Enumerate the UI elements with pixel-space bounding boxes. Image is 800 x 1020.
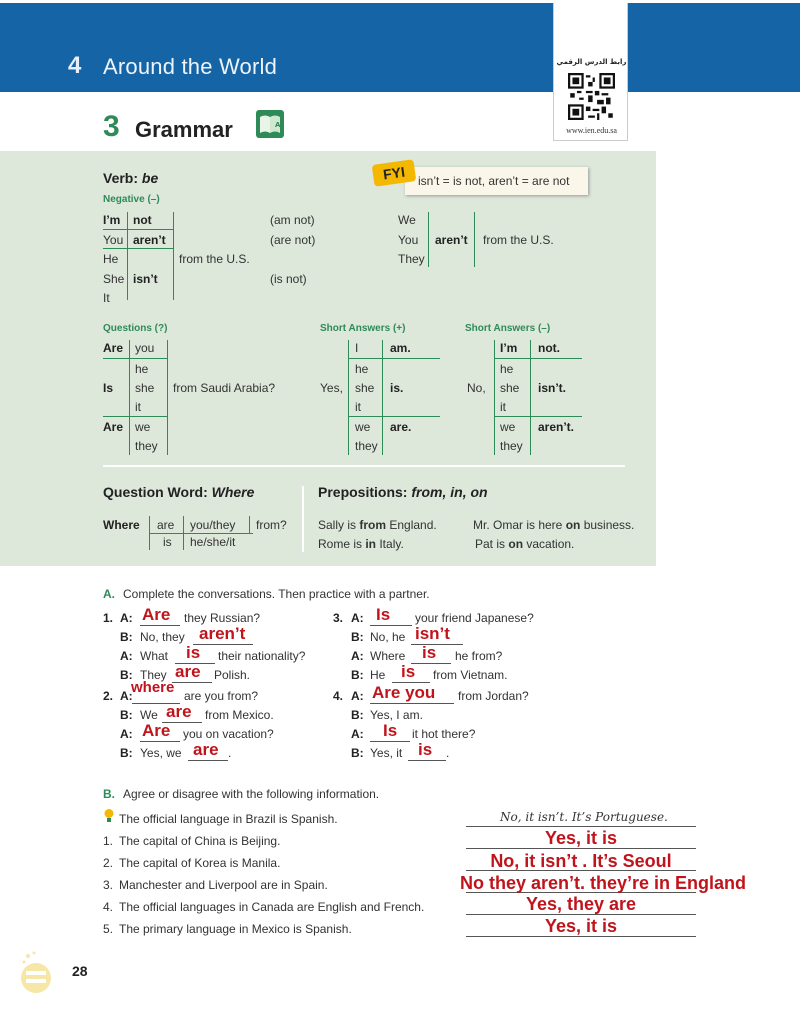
- statement: The official language in Brazil is Spanish.: [119, 812, 338, 826]
- sentence: No, they: [140, 630, 185, 644]
- sentence: No, he: [370, 630, 406, 644]
- where-verb: is: [163, 535, 172, 549]
- section-title: Grammar: [135, 117, 233, 142]
- question-subject: they: [135, 439, 158, 453]
- answer: Yes, they are: [525, 894, 637, 914]
- where-word: Where: [103, 518, 140, 532]
- answer: Yes, it is: [544, 828, 618, 848]
- sentence: you on vacation?: [183, 727, 274, 741]
- neg-subject: She: [103, 272, 125, 286]
- answer: Are: [142, 721, 171, 740]
- neg-plural-complement: from the U.S.: [483, 233, 554, 247]
- neg-full-form: (am not): [270, 213, 315, 227]
- sentence: it hot there?: [412, 727, 476, 741]
- table-divider: [103, 358, 167, 359]
- neg-plural-subject: You: [398, 233, 419, 247]
- negative-label: Negative (–): [103, 194, 160, 205]
- answer-line[interactable]: [466, 826, 696, 827]
- exercise-a-instruction: Complete the conversations. Then practice with a partner.: [123, 587, 430, 601]
- pos-subject: she: [355, 381, 375, 395]
- neg-sa-subject: she: [500, 381, 520, 395]
- speaker: A:: [351, 689, 364, 703]
- question-verb: Is: [103, 381, 114, 395]
- item-number: 2.: [103, 856, 114, 870]
- answer: Is: [376, 605, 391, 624]
- sentence: Where: [370, 649, 406, 663]
- pos-verb: are.: [390, 420, 412, 434]
- sentence: Polish.: [214, 668, 251, 682]
- where-subject: he/she/it: [190, 535, 236, 549]
- neg-sa-subject: it: [500, 400, 506, 414]
- table-divider: [103, 248, 173, 249]
- answer: Are you: [372, 683, 436, 702]
- sentence: We: [140, 708, 158, 722]
- item-number: 3.: [333, 611, 344, 625]
- answer: aren’t: [199, 624, 246, 643]
- answer: is: [186, 643, 201, 662]
- sentence: are you from?: [184, 689, 259, 703]
- speaker: B:: [120, 746, 133, 760]
- answer: No they aren’t. they’re in England: [460, 873, 747, 893]
- table-divider: [494, 358, 582, 359]
- pos-subject: he: [355, 362, 369, 376]
- questions-label: Questions (?): [103, 323, 168, 334]
- preposition-example: Mr. Omar is here on business.: [473, 518, 635, 532]
- neg-sa-verb: not.: [538, 341, 560, 355]
- neg-form: isn’t: [133, 272, 158, 286]
- statement: Manchester and Liverpool are in Spain.: [119, 878, 328, 892]
- publisher-logo-icon: [18, 950, 54, 996]
- statement: The capital of Korea is Manila.: [119, 856, 281, 870]
- speaker: A:: [120, 611, 133, 625]
- pos-subject: I: [355, 341, 359, 355]
- answer: isn’t: [415, 624, 450, 643]
- no-word: No,: [467, 381, 486, 395]
- speaker: B:: [351, 630, 364, 644]
- neg-sa-subject: we: [500, 420, 516, 434]
- sentence: he from?: [455, 649, 503, 663]
- section-separator: [103, 465, 625, 467]
- statement: The capital of China is Beijing.: [119, 834, 281, 848]
- table-divider: [494, 416, 582, 417]
- fyi-badge: FYI: [372, 159, 417, 187]
- table-divider: [173, 212, 174, 300]
- item-number: 1.: [103, 834, 114, 848]
- speaker: B:: [120, 668, 133, 682]
- neg-form: aren’t: [133, 233, 166, 247]
- item-number: 4.: [333, 689, 344, 703]
- table-divider: [103, 229, 173, 230]
- short-answers-negative-label: Short Answers (–): [465, 323, 551, 334]
- neg-sa-subject: they: [500, 439, 523, 453]
- speaker: A:: [351, 649, 364, 663]
- yes-word: Yes,: [320, 381, 343, 395]
- item-number: 3.: [103, 878, 114, 892]
- table-divider: [167, 340, 168, 455]
- neg-plural-subject: We: [398, 213, 416, 227]
- sentence: What: [140, 649, 169, 663]
- neg-sa-subject: he: [500, 362, 514, 376]
- neg-subject: You: [103, 233, 124, 247]
- item-number: 2.: [103, 689, 114, 703]
- question-subject: we: [135, 420, 151, 434]
- prepositions-title: Prepositions: from, in, on: [318, 484, 488, 500]
- table-divider: [183, 516, 184, 550]
- neg-complement: from the U.S.: [179, 252, 250, 266]
- sentence: .: [228, 746, 232, 760]
- item-number: 4.: [103, 900, 114, 914]
- neg-sa-subject: I’m: [500, 341, 518, 355]
- speaker: B:: [351, 708, 364, 722]
- answer: is: [401, 662, 416, 681]
- pos-subject: it: [355, 400, 361, 414]
- where-end: from?: [256, 518, 287, 532]
- speaker: A:: [351, 727, 364, 741]
- speaker: B:: [120, 708, 133, 722]
- qr-label: رابط الدرس الرقمي: [556, 58, 627, 66]
- exercise-b-letter: B.: [103, 787, 115, 801]
- neg-full-form: (is not): [270, 272, 307, 286]
- question-subject: she: [135, 381, 155, 395]
- preposition-example: Sally is from England.: [318, 518, 437, 532]
- question-subject: you: [135, 341, 155, 355]
- neg-sa-verb: isn’t.: [538, 381, 567, 395]
- speaker: A:: [120, 649, 133, 663]
- answer: where: [131, 679, 175, 696]
- answer: Are: [142, 605, 171, 624]
- table-divider: [474, 212, 475, 267]
- sentence: He: [370, 668, 386, 682]
- qr-code-card[interactable]: [553, 3, 628, 141]
- table-divider: [103, 416, 167, 417]
- column-separator: [302, 486, 304, 552]
- sentence: they Russian?: [184, 611, 261, 625]
- neg-plural-form: aren’t: [435, 233, 468, 247]
- sentence: Yes, I am.: [370, 708, 423, 722]
- neg-subject: He: [103, 252, 119, 266]
- speaker: A:: [351, 611, 364, 625]
- table-divider: [530, 340, 531, 455]
- preposition-example: Rome is in Italy.: [318, 537, 404, 551]
- sentence: .: [446, 746, 450, 760]
- answer: are: [193, 740, 219, 759]
- sentence: from Vietnam.: [433, 668, 508, 682]
- neg-subject: I’m: [103, 213, 121, 227]
- sentence: Yes, we: [140, 746, 182, 760]
- table-divider: [249, 516, 250, 533]
- lightbulb-icon: [103, 808, 115, 824]
- fyi-text: isn’t = is not, aren’t = are not: [418, 174, 570, 188]
- where-verb: are: [157, 518, 175, 532]
- answer: No, it isn’t . It’s Seoul: [490, 851, 672, 871]
- section-number: 3: [103, 110, 120, 143]
- answer: Yes, it is: [544, 916, 618, 936]
- short-answers-positive-label: Short Answers (+): [320, 323, 406, 334]
- item-number: 5.: [103, 922, 114, 936]
- answer: is: [418, 740, 433, 759]
- qr-url[interactable]: www.ien.edu.sa: [566, 126, 617, 135]
- answer: is: [422, 643, 437, 662]
- sentence: your friend Japanese?: [415, 611, 534, 625]
- sentence: from Mexico.: [205, 708, 274, 722]
- question-word-title: Question Word: Where: [103, 484, 255, 500]
- where-subject: you/they: [190, 518, 236, 532]
- neg-subject: It: [103, 291, 110, 305]
- pos-verb: am.: [390, 341, 411, 355]
- example-answer: No, it isn’t. It’s Portuguese.: [500, 810, 668, 824]
- sentence: their nationality?: [218, 649, 306, 663]
- question-verb: Are: [103, 341, 124, 355]
- answer: Is: [383, 721, 398, 740]
- exercise-b-instruction: Agree or disagree with the following information.: [123, 787, 380, 801]
- sentence: They: [140, 668, 167, 682]
- speaker: A:: [120, 689, 133, 703]
- speaker: A:: [120, 727, 133, 741]
- exercise-a-letter: A.: [103, 587, 115, 601]
- table-divider: [149, 533, 253, 534]
- unit-title: Around the World: [103, 54, 278, 79]
- page-number: 28: [72, 963, 88, 979]
- grammar-book-icon: [255, 109, 285, 139]
- answer: are: [175, 662, 201, 681]
- svg-text:A: A: [275, 121, 281, 129]
- question-subject: he: [135, 362, 149, 376]
- table-divider: [428, 212, 429, 267]
- verb-be-title: Verb: be: [103, 170, 159, 186]
- item-number: 1.: [103, 611, 114, 625]
- answer: are: [166, 702, 192, 721]
- table-divider: [348, 416, 440, 417]
- preposition-example: Pat is on vacation.: [475, 537, 575, 551]
- speaker: B:: [351, 746, 364, 760]
- speaker: B:: [120, 630, 133, 644]
- pos-subject: we: [355, 420, 371, 434]
- table-divider: [348, 358, 440, 359]
- table-divider: [382, 340, 383, 455]
- neg-sa-verb: aren’t.: [538, 420, 575, 434]
- unit-number: 4: [68, 52, 82, 79]
- qr-code-icon[interactable]: [568, 73, 615, 120]
- speaker: B:: [351, 668, 364, 682]
- pos-subject: they: [355, 439, 378, 453]
- statement: The primary language in Mexico is Spanish.: [119, 922, 352, 936]
- question-subject: it: [135, 400, 141, 414]
- sentence: Yes, it: [370, 746, 403, 760]
- neg-full-form: (are not): [270, 233, 316, 247]
- neg-plural-subject: They: [398, 252, 425, 266]
- pos-verb: is.: [390, 381, 404, 395]
- question-verb: Are: [103, 420, 124, 434]
- neg-form: not: [133, 213, 152, 227]
- statement: The official languages in Canada are English and French.: [119, 900, 425, 914]
- question-complement: from Saudi Arabia?: [173, 381, 276, 395]
- sentence: from Jordan?: [458, 689, 529, 703]
- table-divider: [127, 212, 128, 300]
